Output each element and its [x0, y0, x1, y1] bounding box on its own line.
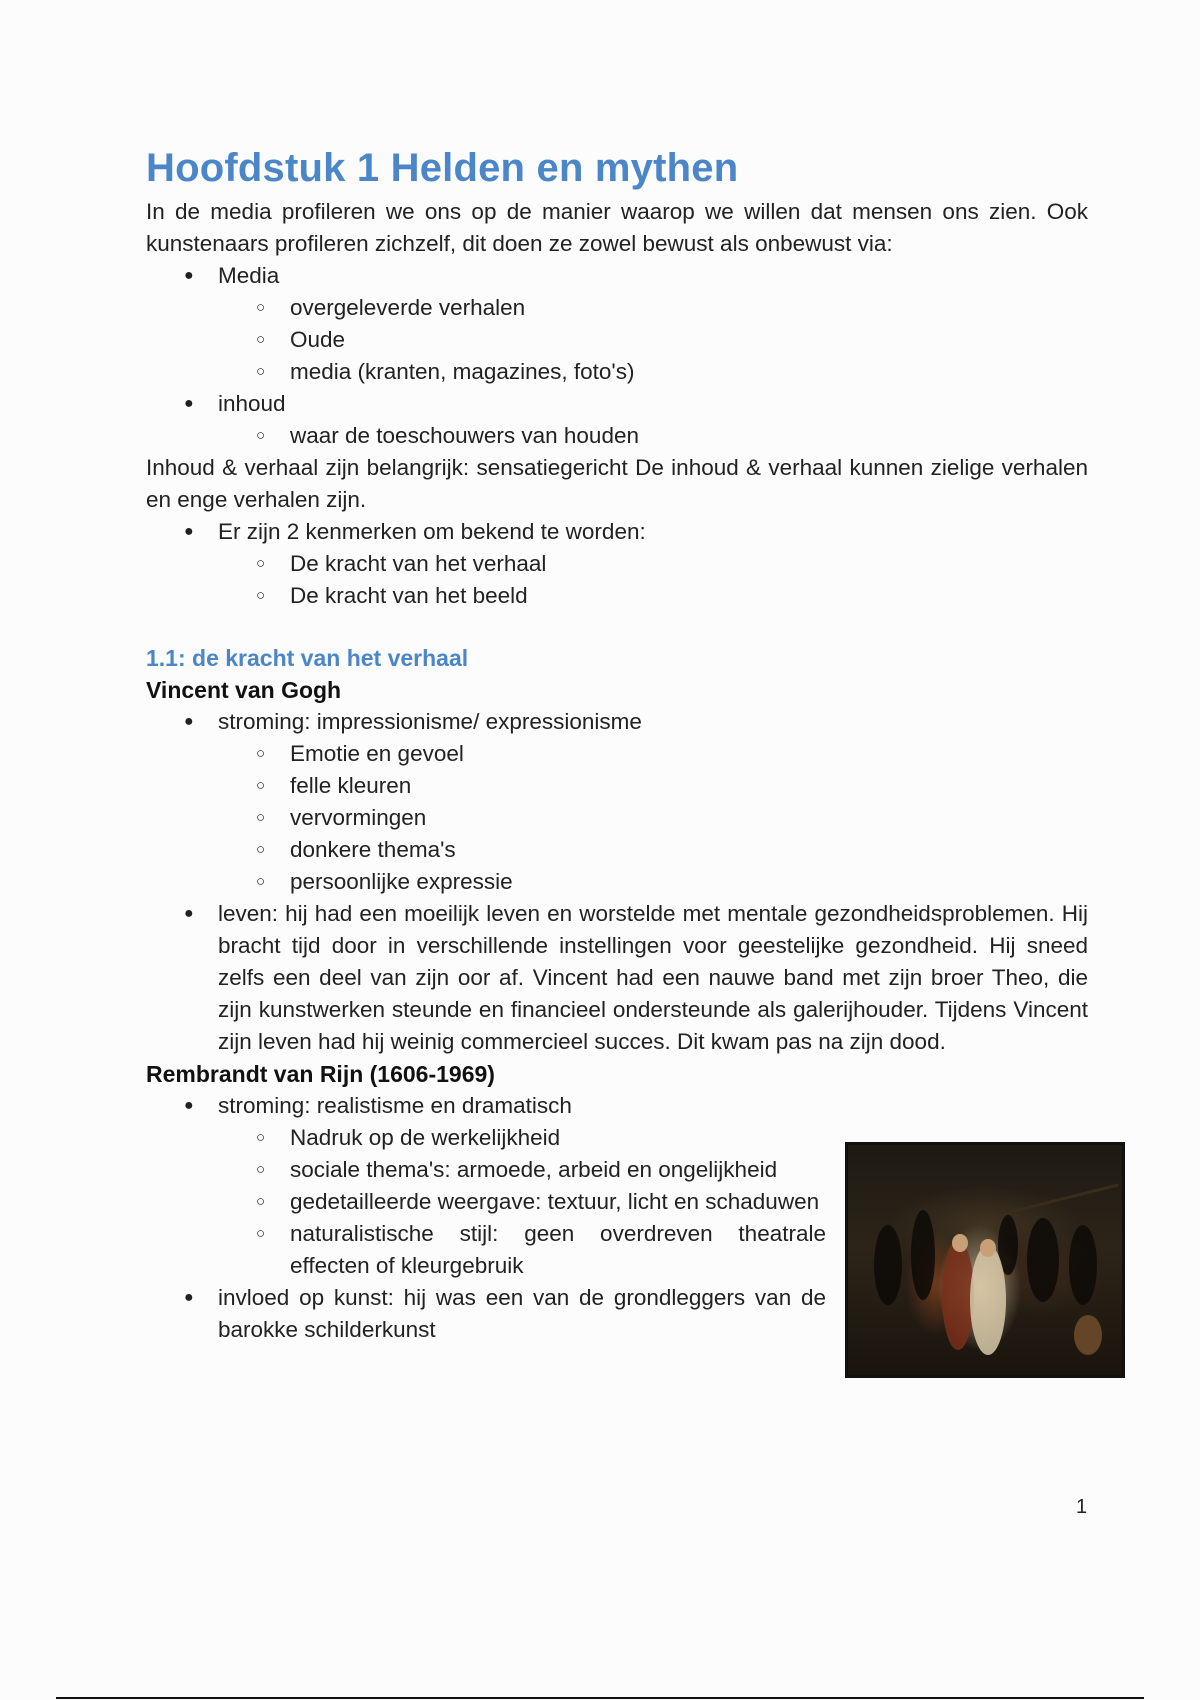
list-item: ● invloed op kunst: hij was een van de grondleggers van de barokke schilderkunst — [146, 1282, 826, 1346]
list-item: ○ felle kleuren — [146, 770, 1088, 802]
list-item: ○ De kracht van het beeld — [146, 580, 1088, 612]
page-number: 1 — [1076, 1496, 1088, 1518]
inhoud-sublist — [146, 420, 1088, 452]
list-item: ○ sociale thema's: armoede, arbeid en ongelijkheid — [146, 1154, 826, 1186]
list-item: ○ naturalistische stijl: geen overdreven theatrale effecten of kleurgebruik — [146, 1218, 826, 1282]
chapter-title: Hoofdstuk 1 Helden en mythen — [146, 146, 739, 190]
list-item: ○ donkere thema's — [146, 834, 1088, 866]
list-item: ○ waar de toeschouwers van houden — [146, 420, 1088, 452]
vangogh-stroming-sublist — [146, 738, 1088, 898]
artist-heading-vangogh: Vincent van Gogh — [146, 677, 342, 703]
section-heading: 1.1: de kracht van het verhaal — [146, 645, 469, 671]
rembrandt-stroming-sublist — [146, 1122, 826, 1282]
list-item: ○ overgeleverde verhalen — [146, 292, 1088, 324]
list-item: ○ vervormingen — [146, 802, 1088, 834]
media-sublist — [146, 292, 1088, 388]
list-item: ○ gedetailleerde weergave: textuur, licht en schaduwen — [146, 1186, 826, 1218]
list-item: ○ Nadruk op de werkelijkheid — [146, 1122, 826, 1154]
list-item: ○ Oude — [146, 324, 1088, 356]
page-bottom-divider — [56, 1697, 1144, 1699]
painting-figures — [848, 1145, 1122, 1375]
vangogh-list — [146, 706, 1088, 1058]
artist-heading-rembrandt: Rembrandt van Rijn (1606-1969) — [146, 1061, 495, 1087]
list-item: ● Er zijn 2 kenmerken om bekend te worden: ○ De kracht van het verhaal ○ De kracht van het beeld — [146, 516, 1088, 612]
content-paragraph: Inhoud & verhaal zijn belangrijk: sensatiegericht De inhoud & verhaal kunnen zielige verhalen en enge verhalen zijn. — [146, 455, 1088, 512]
rembrandt-list — [146, 1090, 826, 1346]
nightwatch-painting-image — [845, 1142, 1125, 1378]
list-item: ● leven: hij had een moeilijk leven en worstelde met mentale gezondheidsproblemen. Hij bracht tijd door in verschillende instellingen voor geestelijke gezondheid. Hij sneed zelfs een deel van zijn oor af. Vincent had een nauwe band met zijn broer Theo, die zijn kunstwerken steunde en financieel ondersteunde als galerijhouder. Tijdens Vincent zijn leven had hij weinig commercieel succes. Dit kwam pas na zijn dood. — [146, 898, 1088, 1058]
list-item-media: ● Media ○ overgeleverde verhalen ○ Oude ○ media (kranten, magazines, foto's) — [146, 260, 1088, 388]
list-item: ● stroming: impressionisme/ expressionisme ○ Emotie en gevoel ○ felle kleuren ○ vervormingen ○ donkere thema's ○ persoonlijke expressie — [146, 706, 1088, 898]
list-item: ○ media (kranten, magazines, foto's) — [146, 356, 1088, 388]
fame-sublist — [146, 548, 1088, 612]
intro-paragraph: In de media profileren we ons op de manier waarop we willen dat mensen ons zien. Ook kunstenaars profileren zichzelf, dit doen ze zowel bewust als onbewust via: — [146, 199, 1088, 256]
fame-list — [146, 516, 1088, 612]
list-item: ○ De kracht van het verhaal — [146, 548, 1088, 580]
list-item: ● stroming: realistisme en dramatisch ○ Nadruk op de werkelijkheid ○ sociale thema's: armoede, arbeid en ongelijkheid ○ gedetailleerde weergave: textuur, licht en schaduwen ○ naturalistische stijl: geen overdreven theatrale effecten of kleurgebruik — [146, 1090, 826, 1282]
list-item: ○ Emotie en gevoel — [146, 738, 1088, 770]
channels-list — [146, 260, 1088, 452]
list-item-inhoud: ● inhoud ○ waar de toeschouwers van houden — [146, 388, 1088, 452]
list-item: ○ persoonlijke expressie — [146, 866, 1088, 898]
